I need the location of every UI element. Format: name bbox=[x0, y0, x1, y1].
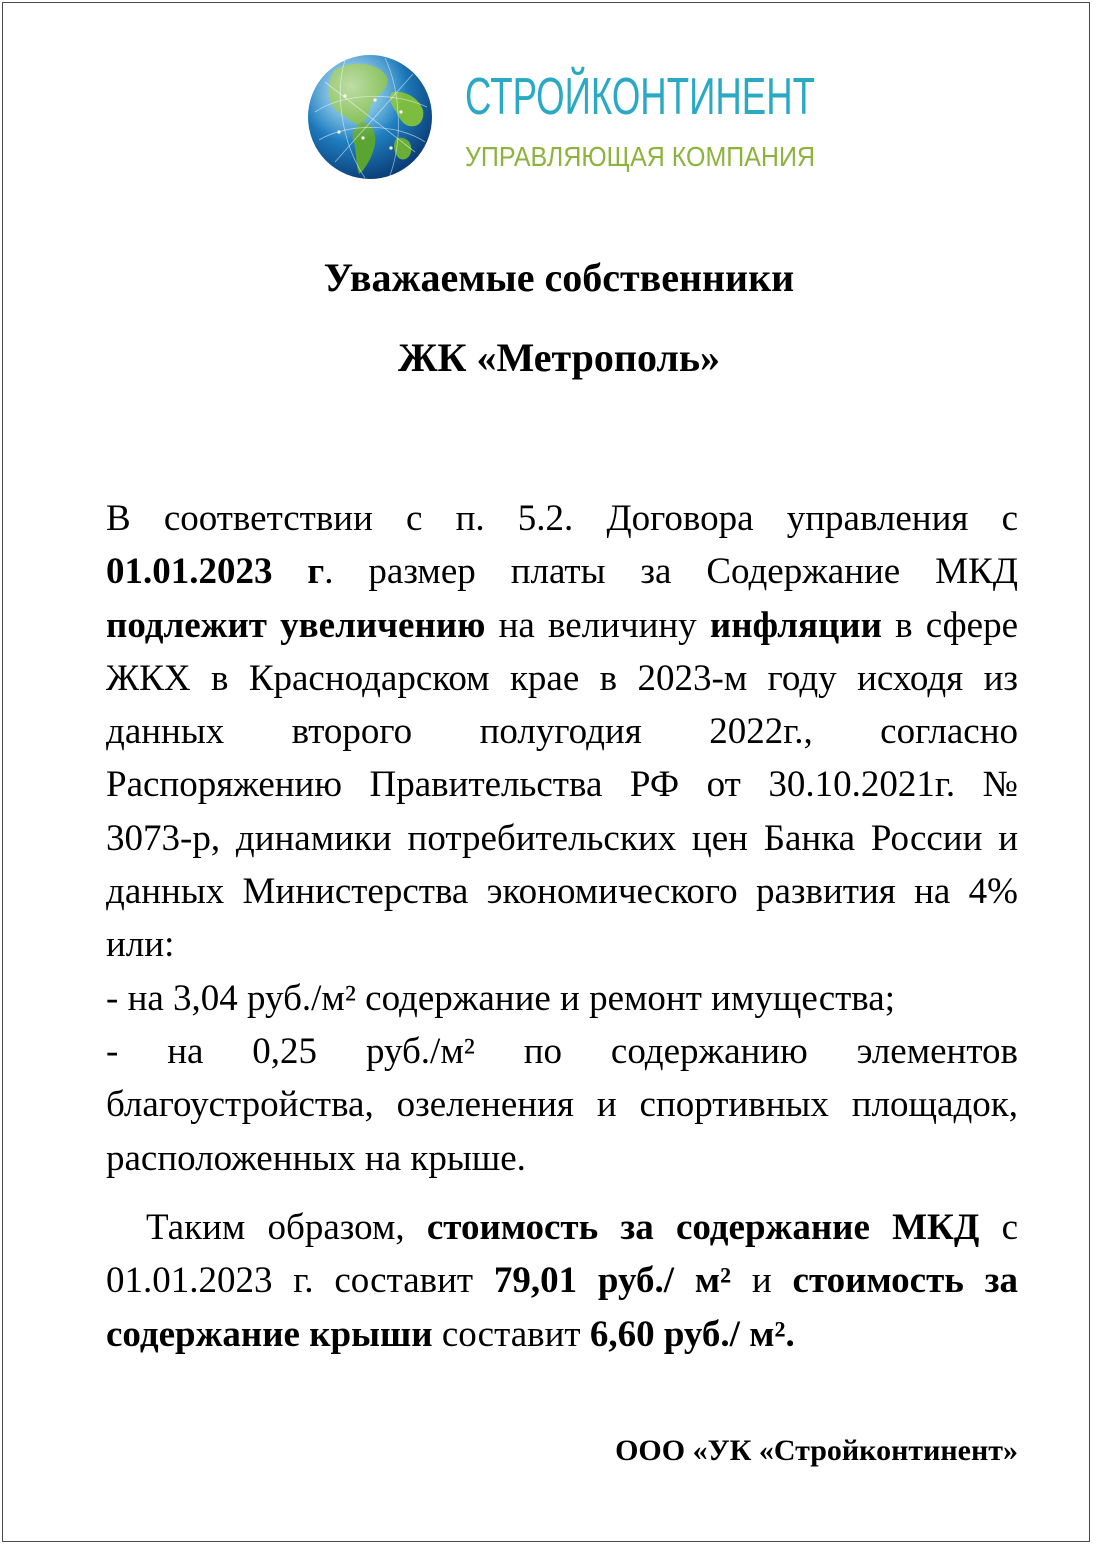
notice-paragraph bbox=[106, 492, 1018, 972]
mkd-cost-phrase: стоимость за содержание МКД bbox=[426, 1206, 980, 1248]
inflation-phrase: инфляции bbox=[709, 604, 882, 646]
roof-cost-value: 6,60 руб./ м². bbox=[589, 1313, 795, 1355]
effective-date: 01.01.2023 г bbox=[106, 551, 325, 593]
text-fragment: составит bbox=[432, 1313, 590, 1355]
heading-greeting: Уважаемые собственники bbox=[323, 255, 795, 300]
text-fragment: В соответствии с п. 5.2. Договора управления с bbox=[106, 498, 1018, 539]
text-fragment: с 01.01.2023 г. составит bbox=[106, 1206, 1018, 1302]
text-fragment: и bbox=[731, 1260, 793, 1302]
increase-phrase: подлежит увеличению bbox=[106, 604, 486, 646]
text-fragment: в сфере ЖКХ в Краснодарском крае в 2023-м году исходя из данных второго полугодия 2022г., согласно Распоряжению Правительства РФ от 30.10.2021г. № 3073-р, динамики потребительских цен Банка России и данных Министерства экономического развития на 4% или: bbox=[106, 604, 1019, 966]
list-item-maintenance: - на 3,04 руб./м² содержание и ремонт имущества; bbox=[106, 977, 895, 1019]
notice-body bbox=[106, 492, 1018, 1361]
text-fragment: . размер платы за Содержание МКД bbox=[324, 551, 1018, 593]
signature: ООО «УК «Стройконтинент» bbox=[615, 1434, 1018, 1467]
roof-cost-phrase: стоимость за содержание крыши bbox=[106, 1260, 1018, 1355]
mkd-cost-value: 79,01 руб./ м² bbox=[493, 1260, 732, 1302]
brand-tagline: УПРАВЛЯЮЩАЯ КОМПАНИЯ bbox=[465, 141, 815, 172]
globe-icon bbox=[305, 52, 435, 182]
heading-complex-name: ЖК «Метрополь» bbox=[397, 335, 721, 380]
text-fragment: на величину bbox=[485, 604, 710, 646]
company-logo bbox=[305, 52, 963, 184]
list-item-roof-elements: - на 0,25 руб./м² по содержанию элементов благоустройства, озеленения и спортивных площадок, расположенных на крыше. bbox=[106, 1030, 1018, 1179]
text-fragment: Таким образом, bbox=[146, 1206, 427, 1248]
company-wordmark bbox=[463, 62, 963, 172]
brand-name: СТРОЙКОНТИНЕНТ bbox=[465, 68, 963, 126]
summary-paragraph bbox=[106, 1201, 1018, 1362]
